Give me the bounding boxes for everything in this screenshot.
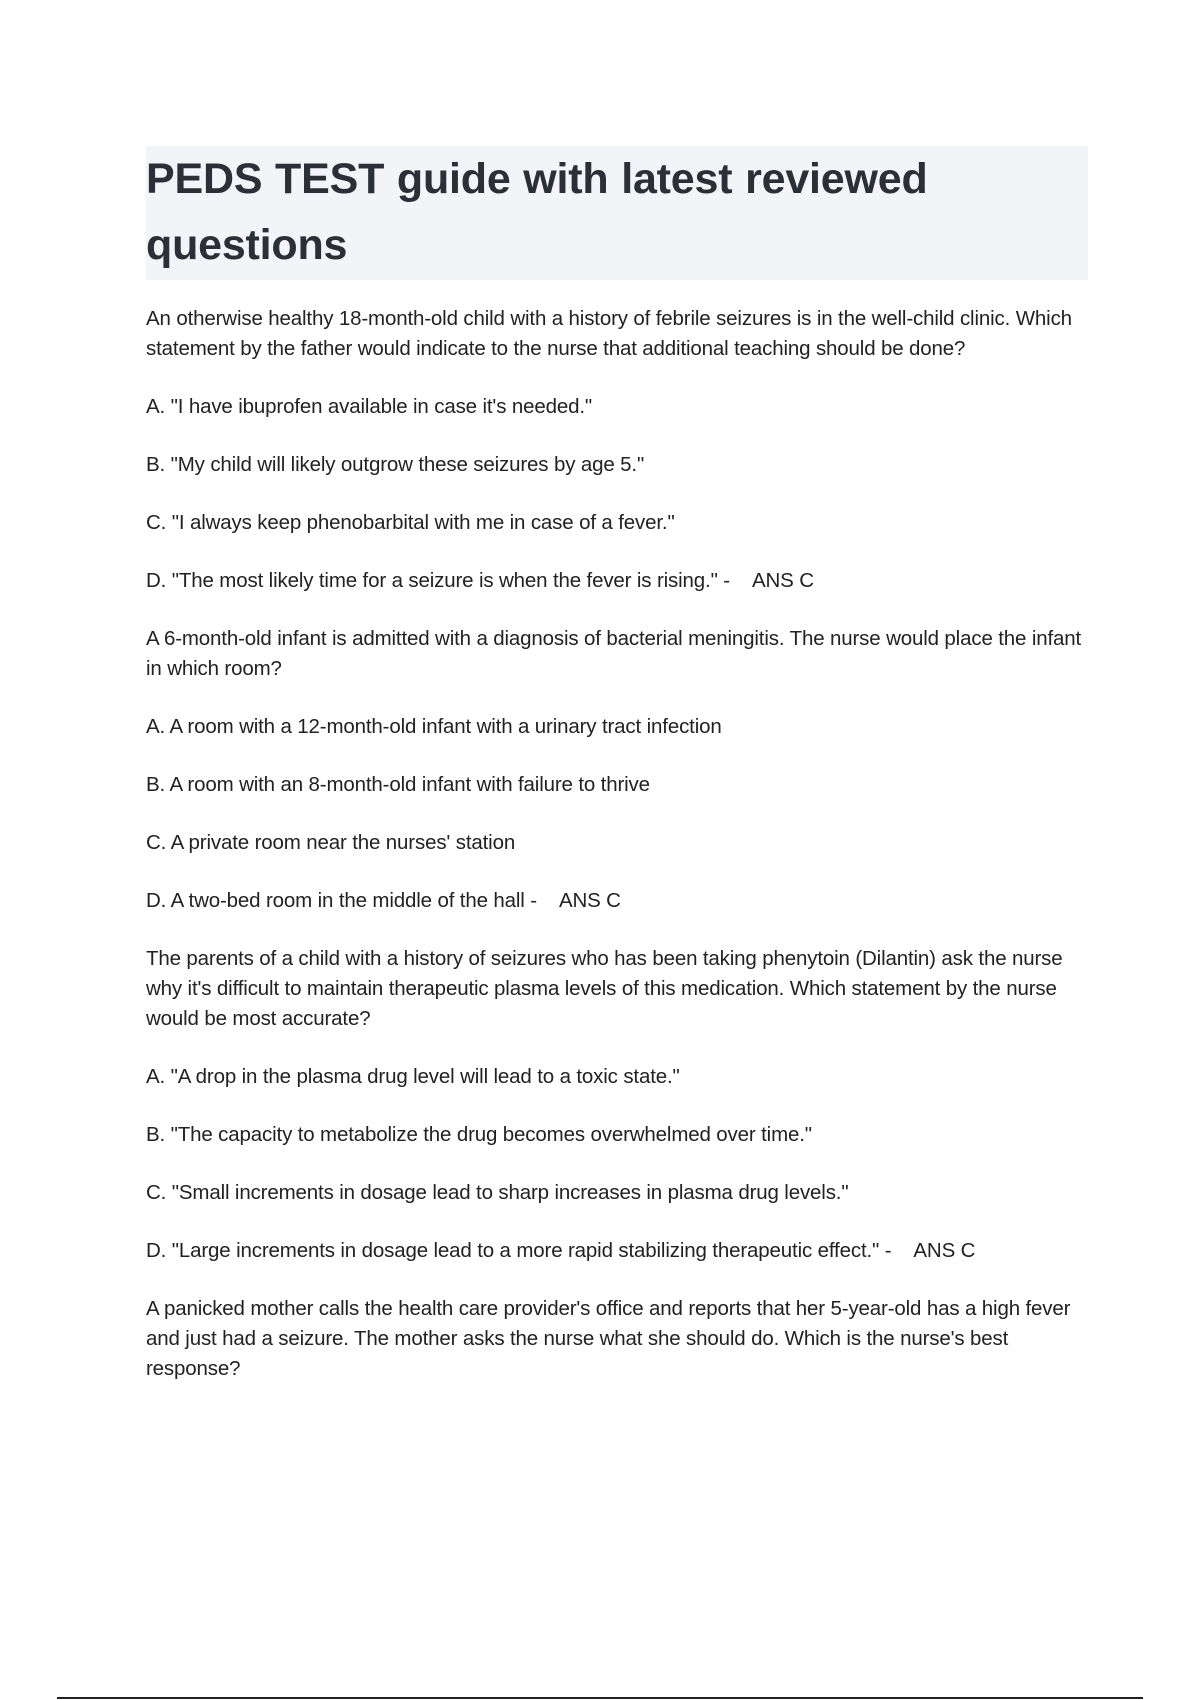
question-stem: An otherwise healthy 18-month-old child with a history of febrile seizures is in the well-child clinic. Which statement by the father would indicate to the nurse that additional teaching should be done? [146,307,1072,360]
answer-key: ANS C [558,889,621,912]
answer-option: B. A room with an 8-month-old infant with failure to thrive [146,773,650,796]
footer-divider [57,1697,1143,1699]
answer-option: C. A private room near the nurses' station [146,831,516,854]
answer-option-text: D. A two-bed room in the middle of the hall - [146,889,537,912]
answer-option: C. "Small increments in dosage lead to sharp increases in plasma drug levels." [146,1181,849,1204]
page-title: PEDS TEST guide with latest reviewed questions [146,155,928,269]
answer-option-last [146,1236,1091,1266]
title-banner [146,146,1088,280]
answer-key: ANS C [751,569,814,592]
answer-option: B. "My child will likely outgrow these seizures by age 5." [146,453,645,476]
answer-option-text: D. "The most likely time for a seizure is when the fever is rising." - [146,569,730,592]
answer-option-last [146,886,1091,916]
answer-option: A. "I have ibuprofen available in case it's needed." [146,395,593,418]
answer-option: A. A room with a 12-month-old infant with a urinary tract infection [146,715,722,738]
question-list [146,304,1091,1412]
answer-option-last [146,566,1091,596]
question-stem: A panicked mother calls the health care provider's office and reports that her 5-year-old has a high fever and just had a seizure. The mother asks the nurse what she should do. Which is the nurse's best response? [146,1297,1071,1380]
answer-option: B. "The capacity to metabolize the drug becomes overwhelmed over time." [146,1123,812,1146]
answer-key: ANS C [913,1239,976,1262]
answer-option-text: D. "Large increments in dosage lead to a more rapid stabilizing therapeutic effect." - [146,1239,892,1262]
answer-option: A. "A drop in the plasma drug level will lead to a toxic state." [146,1065,680,1088]
answer-option: C. "I always keep phenobarbital with me in case of a fever." [146,511,675,534]
question-stem: A 6-month-old infant is admitted with a diagnosis of bacterial meningitis. The nurse would place the infant in which room? [146,627,1082,680]
question-stem: The parents of a child with a history of seizures who has been taking phenytoin (Dilantin) ask the nurse why it's difficult to maintain therapeutic plasma levels of this medication. Which statement by the nurse would be most accurate? [146,947,1063,1030]
